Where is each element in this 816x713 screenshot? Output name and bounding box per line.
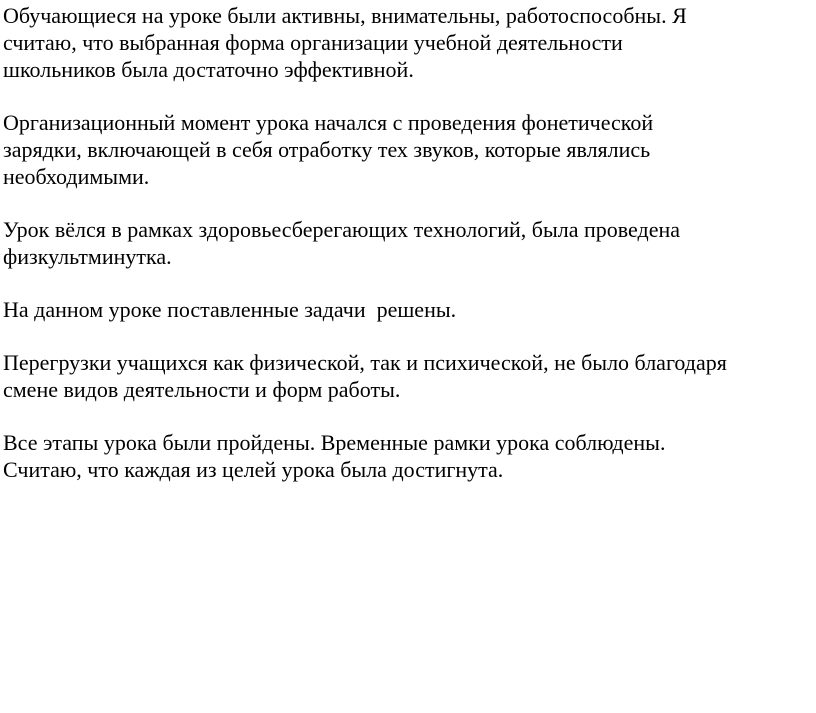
paragraph-line: смене видов деятельности и форм работы. — [3, 377, 401, 402]
paragraph-line: Все этапы урока были пройдены. Временные рамки урока соблюдены. — [3, 430, 666, 455]
paragraph-line: На данном уроке поставленные задачи решены. — [3, 297, 457, 322]
paragraph-4 — [3, 296, 813, 323]
paragraph-6 — [3, 429, 813, 483]
paragraph-line: школьников была достаточно эффективной. — [3, 57, 414, 82]
document-body — [3, 2, 813, 509]
paragraph-line: необходимыми. — [3, 164, 150, 189]
paragraph-line: зарядки, включающей в себя отработку тех звуков, которые являлись — [3, 137, 651, 162]
paragraph-line: Считаю, что каждая из целей урока была достигнута. — [3, 457, 504, 482]
paragraph-3 — [3, 216, 813, 270]
paragraph-line: физкультминутка. — [3, 244, 172, 269]
paragraph-line: Организационный момент урока начался с проведения фонетической — [3, 110, 654, 135]
paragraph-5 — [3, 349, 813, 403]
paragraph-1 — [3, 2, 813, 83]
paragraph-2 — [3, 109, 813, 190]
paragraph-line: Урок вёлся в рамках здоровьесберегающих технологий, была проведена — [3, 217, 681, 242]
paragraph-line: считаю, что выбранная форма организации учебной деятельности — [3, 30, 623, 55]
paragraph-line: Перегрузки учащихся как физической, так и психической, не было благодаря — [3, 350, 727, 375]
paragraph-line: Обучающиеся на уроке были активны, внимательны, работоспособны. Я — [3, 3, 687, 28]
